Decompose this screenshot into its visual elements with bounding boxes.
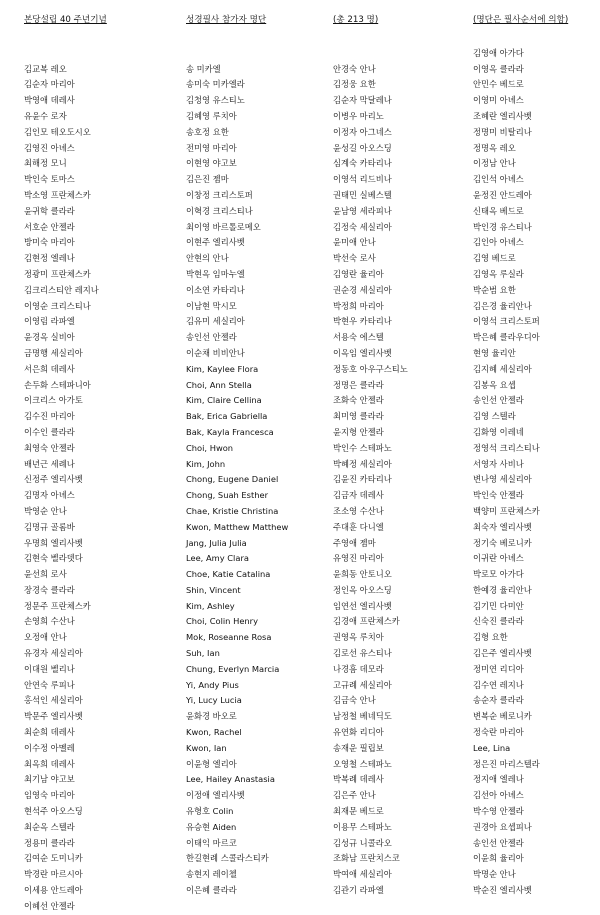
participant-name: 윤지형 안젤라 <box>333 426 384 437</box>
participant-name: 조화남 프란치스코 <box>333 853 400 864</box>
participant-name <box>186 30 288 46</box>
participant-name: 이태익 마르코 <box>186 837 237 848</box>
participant-name: 이수정 아멜레 <box>24 742 75 753</box>
participant-name: 이정애 엘리사벳 <box>186 790 245 801</box>
participant-name: 김선아 아녜스 <box>473 790 524 801</box>
participant-name: 이현주 엘리사벳 <box>186 237 245 248</box>
participant-name: 김인아 아녜스 <box>473 237 524 248</box>
participant-name: 김여순 도미니카 <box>24 853 83 864</box>
participant-name: 손두화 스테파니아 <box>24 379 91 390</box>
participant-name: 최미영 클라라 <box>333 411 384 422</box>
participant-name: 이영석 크리스토퍼 <box>473 316 540 327</box>
participant-name: 신태옥 베드로 <box>473 205 524 216</box>
participant-name: 이옥임 엘리사벳 <box>333 347 392 358</box>
participant-name: 김화영 이레네 <box>473 426 524 437</box>
participant-name: 심계숙 카타리나 <box>333 158 392 169</box>
participant-name: 현석주 아오스딩 <box>24 806 83 817</box>
participant-name: 이세용 안드레아 <box>24 885 83 896</box>
participant-name: 박정희 마리아 <box>333 300 384 311</box>
participant-name: 정은진 마리스텔라 <box>473 758 540 769</box>
participant-name: 박인숙 토마스 <box>24 174 75 185</box>
participant-name: 최재문 베드로 <box>333 806 384 817</box>
participant-name: 한예경 율리안나 <box>473 584 532 595</box>
participant-name: 정기숙 베로니카 <box>473 537 532 548</box>
participant-name: 이영림 라파엘 <box>24 316 75 327</box>
participant-name: 윤귀학 클라라 <box>24 205 75 216</box>
participant-name: Lee, Hailey Anastasia <box>186 774 275 785</box>
participant-name <box>24 30 99 46</box>
participant-name: 김금숙 안나 <box>333 695 376 706</box>
participant-name: 이정남 안나 <box>473 158 516 169</box>
participant-name: 우명희 엘리사벳 <box>24 537 83 548</box>
participant-name: 김정웅 요한 <box>333 79 376 90</box>
participant-name: 안경숙 안나 <box>333 63 376 74</box>
participant-name: 권영옥 루치아 <box>333 632 384 643</box>
participant-name: 이귀란 아녜스 <box>473 553 524 564</box>
participant-name: 송 미카엘 <box>186 63 221 74</box>
name-column-2 <box>186 30 288 899</box>
participant-name: Suh, Ian <box>186 648 220 659</box>
participant-name: 윤미애 안나 <box>333 237 376 248</box>
participant-name: 박선숙 로사 <box>333 253 376 264</box>
participant-name: 김현정 엘레나 <box>24 253 75 264</box>
participant-name: 박영순 안나 <box>24 505 67 516</box>
participant-name: Kim, Ashley <box>186 600 235 611</box>
participant-name: Choi, Colin Henry <box>186 616 259 627</box>
participant-name: 윤화경 바오로 <box>186 711 237 722</box>
participant-name: 이소연 카타리나 <box>186 284 245 295</box>
participant-name: 유연화 리디아 <box>333 727 384 738</box>
participant-name: 유형호 Colin <box>186 806 234 817</box>
participant-name: 이윤희 율리아 <box>473 853 524 864</box>
participant-name: 오영철 스테파노 <box>333 758 392 769</box>
participant-name: 이수인 클라라 <box>24 426 75 437</box>
participant-name: 금명행 세실리아 <box>24 347 83 358</box>
participant-name: 조화숙 안젤라 <box>333 395 384 406</box>
participant-name: 방미숙 마리아 <box>24 237 75 248</box>
participant-name: 정용미 클라라 <box>24 837 75 848</box>
participant-name: 권순경 세실리아 <box>333 284 392 295</box>
participant-name: 박인숙 안젤라 <box>473 490 524 501</box>
participant-name: 김봉옥 요셉 <box>473 379 516 390</box>
participant-name: Yi, Lucy Lucia <box>186 695 242 706</box>
participant-name: 한길현례 스콜라스티카 <box>186 853 269 864</box>
participant-name: 최이영 바르톨로메오 <box>186 221 261 232</box>
participant-name: 서호순 안젤라 <box>24 221 75 232</box>
participant-name: 고규례 세실리아 <box>333 679 392 690</box>
participant-name: 송재운 필립보 <box>333 742 384 753</box>
participant-name <box>473 30 540 46</box>
participant-name: 김윤진 카타리나 <box>333 474 392 485</box>
participant-name: 김영진 아녜스 <box>24 142 75 153</box>
participant-name: 정지애 엘레나 <box>473 774 524 785</box>
participant-name: Kim, Kaylee Flora <box>186 363 259 374</box>
name-column-4 <box>473 30 540 899</box>
participant-name: 김순자 마리아 <box>24 79 75 90</box>
name-column-3 <box>333 30 408 899</box>
participant-name: 김수연 레지나 <box>473 679 524 690</box>
participant-name: 정인옥 아오스딩 <box>333 584 392 595</box>
participant-name: 윤성길 아오스딩 <box>333 142 392 153</box>
name-column-1 <box>24 30 99 915</box>
participant-name: 윤남영 세라피나 <box>333 205 392 216</box>
participant-name: 박경란 마르시아 <box>24 869 83 880</box>
participant-name: 김금자 데레사 <box>333 490 384 501</box>
participant-name: 최순옥 스텔라 <box>24 821 75 832</box>
participant-name: 최기남 야고보 <box>24 774 75 785</box>
participant-name: 김은경 율리안나 <box>473 300 532 311</box>
participant-name: 임연선 엘리사벳 <box>333 600 392 611</box>
participant-name: 박은혜 클라우디아 <box>473 332 540 343</box>
participant-name: 유윤수 로자 <box>24 110 67 121</box>
participant-name: 이병우 마리노 <box>333 110 384 121</box>
participant-name: 김수진 마리아 <box>24 411 75 422</box>
participant-name: 전미영 마리아 <box>186 142 237 153</box>
participant-name: 김경애 프란체스카 <box>333 616 400 627</box>
participant-name: 김지혜 세실리아 <box>473 363 532 374</box>
participant-name: 김은주 안나 <box>333 790 376 801</box>
participant-name: Bak, Erica Gabriella <box>186 411 268 422</box>
participant-name: 김명자 아녜스 <box>24 490 75 501</box>
participant-name: 박소영 프란체스카 <box>24 189 91 200</box>
participant-name: 김명규 골롬바 <box>24 521 75 532</box>
participant-name: 박인수 스테파노 <box>333 442 392 453</box>
participant-name: Bak, Kayla Francesca <box>186 426 274 437</box>
participant-name: Chae, Kristie Christina <box>186 505 279 516</box>
participant-name: 송미숙 미카엘라 <box>186 79 245 90</box>
participant-name: 박인경 유스티나 <box>473 221 532 232</box>
participant-name: Choe, Katie Catalina <box>186 569 271 580</box>
participant-name: 윤선희 로사 <box>24 569 67 580</box>
participant-name: 정명은 클라라 <box>333 379 384 390</box>
participant-name: 이현영 야고보 <box>186 158 237 169</box>
participant-name: 최해정 모니 <box>24 158 67 169</box>
participant-name: Jang, Julia Julia <box>186 537 247 548</box>
participant-name: Choi, Ann Stella <box>186 379 252 390</box>
participant-name: 김현숙 벨라뎃다 <box>24 553 83 564</box>
participant-name: 신정주 엘리사벳 <box>24 474 83 485</box>
participant-name: 배년근 세례나 <box>24 458 75 469</box>
participant-name: 박현옥 임마누엘 <box>186 268 245 279</box>
participant-name <box>333 46 408 62</box>
participant-name: 주대훈 다니엘 <box>333 521 384 532</box>
participant-name: 유영진 마리아 <box>333 553 384 564</box>
participant-name: 장경숙 클라라 <box>24 584 75 595</box>
participant-name: Chung, Everlyn Marcia <box>186 663 280 674</box>
participant-name: 김영란 율리아 <box>333 268 384 279</box>
participant-name: 권태민 실베스텔 <box>333 189 392 200</box>
participant-name: 김영 스텔라 <box>473 411 516 422</box>
participant-name: 송인선 안젤라 <box>473 395 524 406</box>
participant-name: 오정애 안나 <box>24 632 67 643</box>
participant-name: 최옥희 데레사 <box>24 758 75 769</box>
participant-name: 김영옥 루실라 <box>473 268 524 279</box>
total-count-heading: (총 213 명) <box>333 15 379 25</box>
participant-name: 윤정진 안드레아 <box>473 189 532 200</box>
participant-name: 송인선 안젤라 <box>473 837 524 848</box>
participant-name: Mok, Roseanne Rosa <box>186 632 272 643</box>
participant-name: 이대원 벨리나 <box>24 663 75 674</box>
participant-name: 정명옥 레오 <box>473 142 516 153</box>
participant-name: 송현지 레이첼 <box>186 869 237 880</box>
participant-name: 박혜정 세실리아 <box>333 458 392 469</box>
participant-name: 김크리스티안 레지나 <box>24 284 99 295</box>
participant-name: 이혜선 안젤라 <box>24 900 75 911</box>
participant-name: 서영자 사비나 <box>473 458 524 469</box>
participant-name: 김형 요한 <box>473 632 508 643</box>
participant-name: 임영숙 마리아 <box>24 790 75 801</box>
participant-name: 신숙진 클라라 <box>473 616 524 627</box>
participant-name: 김로선 유스티나 <box>333 648 392 659</box>
participant-name: Yi, Andy Pius <box>186 679 239 690</box>
participant-name: 조혜란 엘리사벳 <box>473 110 532 121</box>
participant-name: Kim, John <box>186 458 226 469</box>
participant-name: 정문주 프란체스카 <box>24 600 91 611</box>
participant-name: 이영옥 클라라 <box>473 63 524 74</box>
participant-name: 유승현 Aiden <box>186 821 237 832</box>
participant-name: 안현의 안나 <box>186 253 229 264</box>
participant-name: 박영애 데레사 <box>24 95 75 106</box>
participant-name: 박문주 엘리사벳 <box>24 711 83 722</box>
participant-name: 김혜영 루치아 <box>186 110 237 121</box>
participant-name: Kwon, Ian <box>186 742 227 753</box>
participant-name: 홍석인 세실리아 <box>24 695 83 706</box>
participant-name: 윤희동 안토니오 <box>333 569 392 580</box>
participant-name: Lee, Amy Clara <box>186 553 249 564</box>
participant-name: 이영미 아녜스 <box>473 95 524 106</box>
participant-name: 안연숙 루피나 <box>24 679 75 690</box>
participant-name: 정동호 아우구스티노 <box>333 363 408 374</box>
participant-name: 이창정 크리스토퍼 <box>186 189 253 200</box>
participant-name: 김은진 젬마 <box>186 174 229 185</box>
participant-name: 이용무 스테파노 <box>333 821 392 832</box>
participant-name: 변나영 세실리아 <box>473 474 532 485</box>
participant-name: 정숙란 마리아 <box>473 727 524 738</box>
participant-name <box>186 46 288 62</box>
participant-name: Chong, Eugene Daniel <box>186 474 279 485</box>
participant-name: 정광미 프란체스카 <box>24 268 91 279</box>
participant-name: 최영숙 안젤라 <box>24 442 75 453</box>
participant-name: 박복례 데레사 <box>333 774 384 785</box>
participant-name: 김유미 세실리아 <box>186 316 245 327</box>
participant-name <box>24 46 99 62</box>
participant-name: 정명미 비탈리나 <box>473 126 532 137</box>
participant-name: 정영석 크리스티나 <box>473 442 540 453</box>
participant-name: 이정자 아그네스 <box>333 126 392 137</box>
participant-name: 최숙자 엘리사벳 <box>473 521 532 532</box>
anniversary-heading: 본당설립 40 주년기념 <box>24 15 107 25</box>
participant-name: 김인모 테오도시오 <box>24 126 91 137</box>
participant-name: 김청영 유스티노 <box>186 95 245 106</box>
participant-name: 백양미 프란체스카 <box>473 505 540 516</box>
participant-name: 김영 베드로 <box>473 253 516 264</box>
participant-name: 나경흠 데모라 <box>333 663 384 674</box>
participant-name: 이크리스 아가토 <box>24 395 83 406</box>
participant-name: 김기민 다미안 <box>473 600 524 611</box>
participant-name: 김관기 라파엘 <box>333 885 384 896</box>
participant-name: 박여애 세실리아 <box>333 869 392 880</box>
participant-name: 박순진 엘리사벳 <box>473 885 532 896</box>
participant-name: 현영 율리안 <box>473 347 516 358</box>
participant-name: 최순희 데레사 <box>24 727 75 738</box>
participant-name: 조소영 수산나 <box>333 505 384 516</box>
participant-name: 송호정 요한 <box>186 126 229 137</box>
participant-name: 서은희 데레사 <box>24 363 75 374</box>
participant-name: 변복순 베로니카 <box>473 711 532 722</box>
participant-name: 주영애 젬마 <box>333 537 376 548</box>
participant-name: 이은혜 클라라 <box>186 885 237 896</box>
participant-name: 손영희 수산나 <box>24 616 75 627</box>
participant-name: 이혁경 크리스티나 <box>186 205 253 216</box>
participant-name: Kwon, Matthew Matthew <box>186 521 289 532</box>
participant-name: 김은주 엘리사벳 <box>473 648 532 659</box>
participant-name: 김정숙 세실리아 <box>333 221 392 232</box>
participant-name: Kwon, Rachel <box>186 727 242 738</box>
participant-name: 송인선 안젤라 <box>186 332 237 343</box>
participant-list-heading: 성경필사 참가자 명단 <box>186 15 267 25</box>
participant-name: 유경자 세실리아 <box>24 648 83 659</box>
participant-name: Shin, Vincent <box>186 584 241 595</box>
participant-name <box>333 30 408 46</box>
participant-name: 권경아 요셉피나 <box>473 821 532 832</box>
participant-name: 김순자 막달레나 <box>333 95 392 106</box>
participant-name: 김인석 아녜스 <box>473 174 524 185</box>
participant-name: Kim, Claire Cellina <box>186 395 262 406</box>
participant-name: 이영순 크리스티나 <box>24 300 91 311</box>
participant-name: 남정철 베네딕도 <box>333 711 392 722</box>
participant-name: 안민수 베드로 <box>473 79 524 90</box>
participant-name: 박로모 아가다 <box>473 569 524 580</box>
participant-name: 이윤형 엘리아 <box>186 758 237 769</box>
participant-name: 박현우 카타리나 <box>333 316 392 327</box>
participant-name: 이남현 막시모 <box>186 300 237 311</box>
participant-name: 김영애 아가다 <box>473 47 524 58</box>
participant-name: 김성규 니콜라오 <box>333 837 392 848</box>
participant-name: 박수영 안젤라 <box>473 806 524 817</box>
participant-name: 박명순 안나 <box>473 869 516 880</box>
participant-name: Lee, Lina <box>473 742 511 753</box>
participant-name: 이순채 비비안나 <box>186 347 245 358</box>
participant-name: Choi, Hwon <box>186 442 234 453</box>
participant-name: 서용숙 에스텔 <box>333 332 384 343</box>
participant-name: 이영석 리드비나 <box>333 174 392 185</box>
order-note-heading: (명단은 필사순서에 의함) <box>473 15 569 25</box>
participant-name: 송순자 클라라 <box>473 695 524 706</box>
header-row <box>0 14 600 28</box>
participant-name: 김교복 레오 <box>24 63 67 74</box>
participant-name: 정미연 리디아 <box>473 663 524 674</box>
participant-name: Chong, Suah Esther <box>186 490 269 501</box>
participant-name: 박순범 요한 <box>473 284 516 295</box>
participant-name: 윤경옥 실비아 <box>24 332 75 343</box>
